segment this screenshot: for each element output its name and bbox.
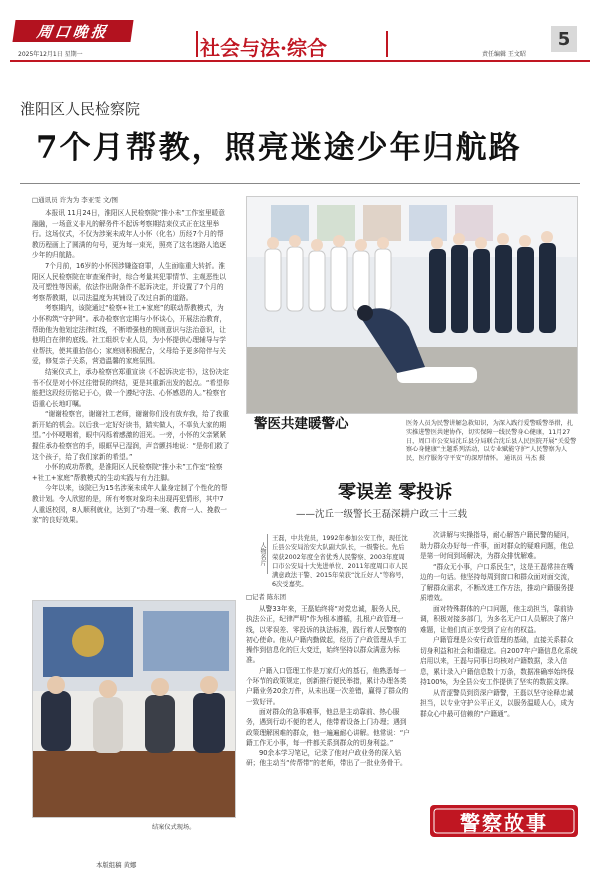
paragraph: “谢谢检察官，谢谢社工老师，谢谢你们没有放弃我，给了我重新开始的机会。以后我一定好好读书，踏实做人，不辜负大家的期望。”小怀哽咽着，眼中闪烁着感激的泪光。一旁，小怀的父亲紧紧握住承办检察官的手，眼眶早已湿润，声音颤抖地说：“是你们救了这个孩子，给了我们家新的希望。” bbox=[32, 410, 230, 461]
section-divider-right bbox=[386, 31, 388, 57]
paragraph: 面对群众的急事难事，他总是主动靠前、热心服务，遇到行动不便的老人，他带着设备上门办理；遇到政策理解困难的群众，他一遍遍耐心讲解。他常说：“户籍工作无小事，每一件都关系到群众的切身利益。” bbox=[246, 707, 410, 747]
paragraph: 户籍入口管理工作是万家灯火的基石，他熟悉每一个环节的政策规定，创新推行便民举措，累计办理各类户籍业务20余万件，从未出现一次差错，赢得了群众的一致好评。 bbox=[246, 666, 409, 706]
paragraph: 7个月前，16岁的小怀因涉嫌盗窃罪，人生面临重大转折。淮阳区人民检察院在审查案件时，综合考量其犯罪情节、主观恶性以及可塑性等因素，依法作出附条件不起诉决定，并设置了7个月的考察帮教期，以司法温度为其铺设了改过自新的道路。 bbox=[32, 261, 226, 302]
paragraph: 从青涩警员到资深户籍警，王磊以坚守诠释忠诚担当，以专业守护公平正义，以服务温暖人心，成为群众心中最可信赖的“户籍通”。 bbox=[420, 688, 574, 718]
paragraph: 从警33年来，王磊始终将“对党忠诚，服务人民，执法公正，纪律严明”作为根本遵循，扎根户政管理一线，以零误差、零投诉的执法标准，践行着人民警察的初心使命。他从户籍内勤做起，经历了户政管理从手工操作到信息化的巨大变迁，始终坚持以群众满意为标准。 bbox=[246, 605, 407, 665]
photo-illustration bbox=[247, 197, 578, 414]
paragraph: 小怀的成功帮教，是淮阳区人民检察院“推小未”工作室“检察+社工+家庭”帮教模式的生动实践与有力注脚。 bbox=[32, 463, 223, 482]
photo2-caption: 结案仪式现场。 bbox=[152, 824, 196, 831]
paragraph: “群众无小事，户口系民生”，这是王磊常挂在嘴边的一句话。他坚持每周到窗口和群众面对面交流，了解群众需求，不断改进工作方法，推动户籍服务提质增效。 bbox=[420, 562, 574, 602]
section-divider-left bbox=[196, 31, 198, 57]
article-headline: 7个月帮教，照亮迷途少年归航路 bbox=[36, 130, 522, 166]
article2-body-col2 bbox=[246, 604, 410, 882]
article-body bbox=[32, 208, 230, 598]
police-story-banner bbox=[430, 801, 578, 841]
article-kicker: 淮阳区人民检察院 bbox=[20, 100, 141, 118]
banner-text: 警察故事 bbox=[460, 810, 548, 835]
article2-byline: □记者 陈东团 bbox=[246, 593, 287, 601]
photo-caption: 医务人员为民警讲解急救知识，为深入践行爱警暖警举措，扎实推进警医共建协作，切实保障一线民警身心健康，11月27日，周口市公安局沈丘县分局联合沈丘县人民医院开展“关爱警察心身健康”主题系列活动，以专业赋能守护“人民警察为人民，医疗服务守平安”的深厚情怀。 通讯员 马杰 摄 bbox=[406, 420, 577, 463]
paragraph: 本报讯 11月24日，淮阳区人民检察院“推小未”工作室里暖意融融，一场意义非凡的解务件不起诉考察期结束仪式正在这里举行。这场仪式，不仅为涉案未成年人小怀（化名）历经7个月的帮教历程画上了圆满的句号，更为每一束光，照亮了这名迷路人追逐少年的归航路。 bbox=[32, 209, 226, 260]
paragraph: 户籍管理是公安行政管理的基础，直接关系群众切身利益和社会和谐稳定。自2007年户籍信息化系统启用以来，王磊与同事日均核对户籍数据，录入信息，累计录入户籍信息数十万条，数据准确率始终保持100%，为全县公安工作提供了坚实的数据支撑。 bbox=[420, 636, 578, 686]
photo-illustration bbox=[33, 601, 236, 818]
paragraph: 面对特殊群体的户口问题，他主动担当，靠前协调，积极对接多部门，为多名无户口人员解决了落户难题，让他们真正享受到了应有的权益。 bbox=[420, 604, 574, 634]
article-byline: □通讯员 许为为 李亚雯 文/图 bbox=[32, 196, 119, 204]
editorial-credit: 本版组稿 黄娜 bbox=[96, 861, 137, 869]
paragraph: 结案仪式上，承办检察官郑重宣读《不起诉决定书》，这份决定书不仅是对小怀过往错误的终结，更是其重新出发的起点。“希望你能把这段经历铭记于心，做一个遵纪守法、心怀感恩的人。”检察官语重心长地叮嘱。 bbox=[32, 367, 230, 408]
paragraph: 考察期内，该院通过“检察+社工+家庭”的联动帮教模式，为小怀构筑“守护网”。承办检察官定期与小怀谈心，开展法治教育，帮助他为他划定法律红线，不断增强他的规则意识与法治意识，让他明白在律的底线。社工组织专业人员，为小怀提供心理辅导与学业帮扶，使其重拾信心；家庭则积极配合，父母给予更多陪伴与关爱，修复亲子关系，营造温馨的家庭氛围。 bbox=[32, 304, 227, 366]
newspaper-logo: 周口晚报 bbox=[12, 20, 133, 42]
headline-rule bbox=[20, 183, 580, 184]
photo-title: 警医共建暖警心 bbox=[254, 416, 349, 432]
ceremony-photo bbox=[32, 600, 236, 818]
article2-body-col3 bbox=[420, 530, 578, 795]
page-number: 5 bbox=[551, 26, 577, 52]
header-rule bbox=[10, 60, 590, 62]
article2-subtitle: ——沈丘一级警长王磊深耕户政三十三载 bbox=[296, 509, 468, 520]
date-line: 2025年12月1日 星期一 bbox=[18, 51, 83, 58]
paragraph: 次讲解与实操指导，耐心解答户籍民警的疑问，助力群众办好每一件事，面对群众的疑难问题，他总是第一时间到场解决，为群众排忧解难。 bbox=[420, 531, 574, 560]
editor-credit: 责任编辑 王文昭 bbox=[482, 51, 526, 58]
paragraph: 90余本学习笔记，记录了他对户政业务的深入钻研；他主动当“传帮带”的老师，带出了一批业务骨干。 bbox=[246, 749, 407, 768]
profile-label: 人物名片 bbox=[246, 534, 268, 574]
police-medical-photo bbox=[246, 196, 578, 414]
profile-text: 王磊，中共党员，1992年参加公安工作，现任沈丘县公安局治安大队副大队长，一级警长。先后荣获2002年度全省优秀人民警察、2003年度周口市公安局十大先进单位、2011年度周口市人民满意政法干警、2015年荣获“沈丘好人”等称号，6次受嘉奖。 bbox=[272, 535, 408, 589]
article2-title: 零误差 零投诉 bbox=[338, 482, 453, 503]
paragraph: 今年以来，该院已为15名涉案未成年人量身定制了个性化的帮教计划。令人欣慰的是，所有考察对象均未出现再犯情形，其中7人重返校园，8人顺利就业，达到了“办理一案、教育一人、挽救一家”的良好效果。 bbox=[32, 484, 228, 525]
section-title: 社会与法·综合 bbox=[200, 36, 327, 60]
